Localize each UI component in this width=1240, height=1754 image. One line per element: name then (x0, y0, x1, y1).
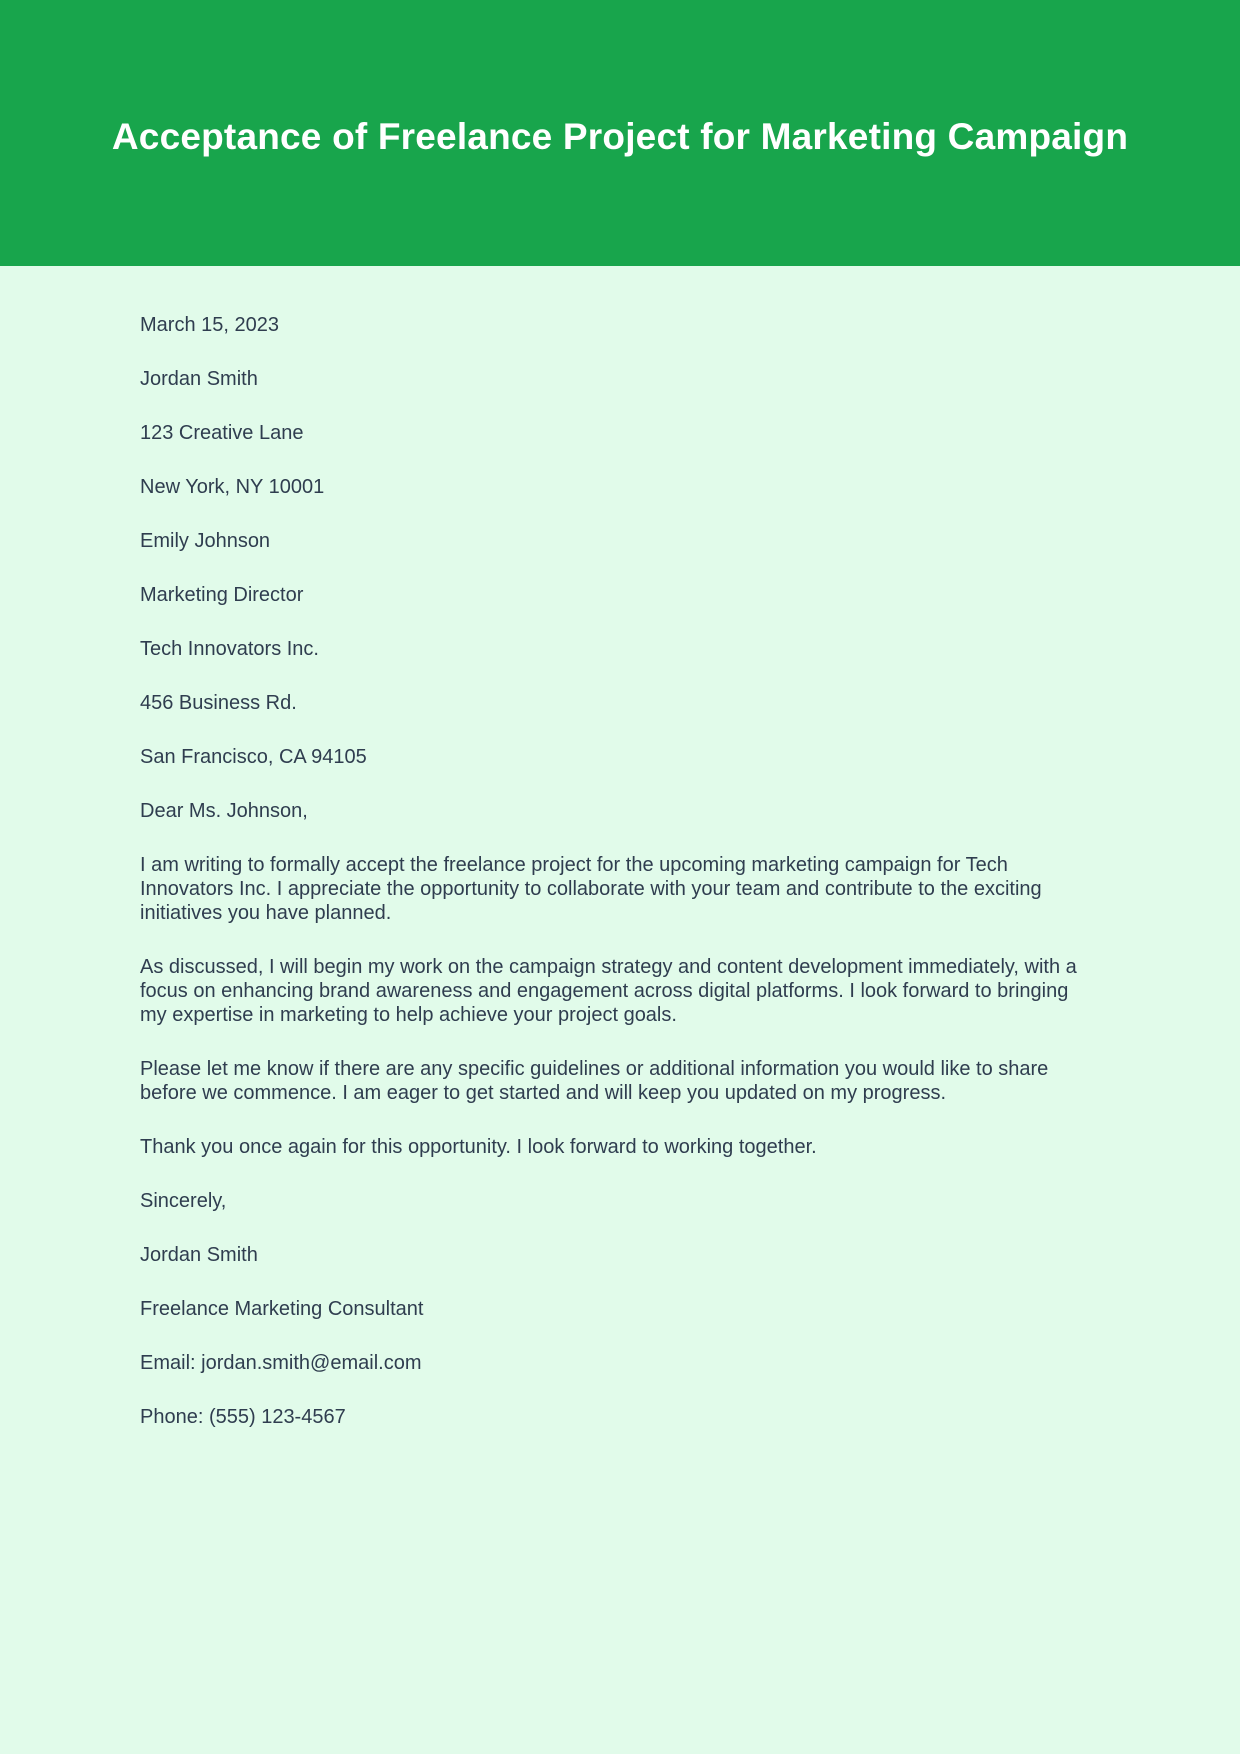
recipient-company: Tech Innovators Inc. (140, 638, 319, 660)
recipient-name: Emily Johnson (140, 530, 271, 552)
signature-email: Email: jordan.smith@email.com (140, 1352, 422, 1374)
signature-name: Jordan Smith (140, 1244, 258, 1266)
signature-title: Freelance Marketing Consultant (140, 1298, 424, 1320)
body-paragraph: Thank you once again for this opportunity. I look forward to working together. (140, 1136, 817, 1158)
page-title: Acceptance of Freelance Project for Marketing Campaign (111, 116, 1129, 157)
letter-date: March 15, 2023 (140, 314, 279, 336)
recipient-title: Marketing Director (140, 584, 304, 606)
closing: Sincerely, (140, 1190, 227, 1212)
salutation: Dear Ms. Johnson, (140, 800, 308, 822)
sender-street: 123 Creative Lane (140, 422, 304, 444)
letter-header (0, 0, 1240, 266)
sender-city: New York, NY 10001 (140, 476, 325, 498)
recipient-city: San Francisco, CA 94105 (140, 746, 367, 768)
body-paragraph: I am writing to formally accept the freelance project for the upcoming marketing campaign for Tech Innovators Inc. I appreciate the opportunity to collaborate with your team and contribute to the exciting initiatives you have planned. (140, 854, 1042, 924)
letter-body (140, 266, 1100, 1429)
body-paragraph: As discussed, I will begin my work on the campaign strategy and content development immediately, with a focus on enhancing brand awareness and engagement across digital platforms. I look forward to bringing my expertise in marketing to help achieve your project goals. (140, 956, 1077, 1026)
sender-name: Jordan Smith (140, 368, 258, 390)
signature-phone: Phone: (555) 123-4567 (140, 1406, 346, 1428)
body-paragraph: Please let me know if there are any specific guidelines or additional information you would like to share before we commence. I am eager to get started and will keep you updated on my progress. (140, 1058, 1049, 1104)
recipient-street: 456 Business Rd. (140, 692, 297, 714)
